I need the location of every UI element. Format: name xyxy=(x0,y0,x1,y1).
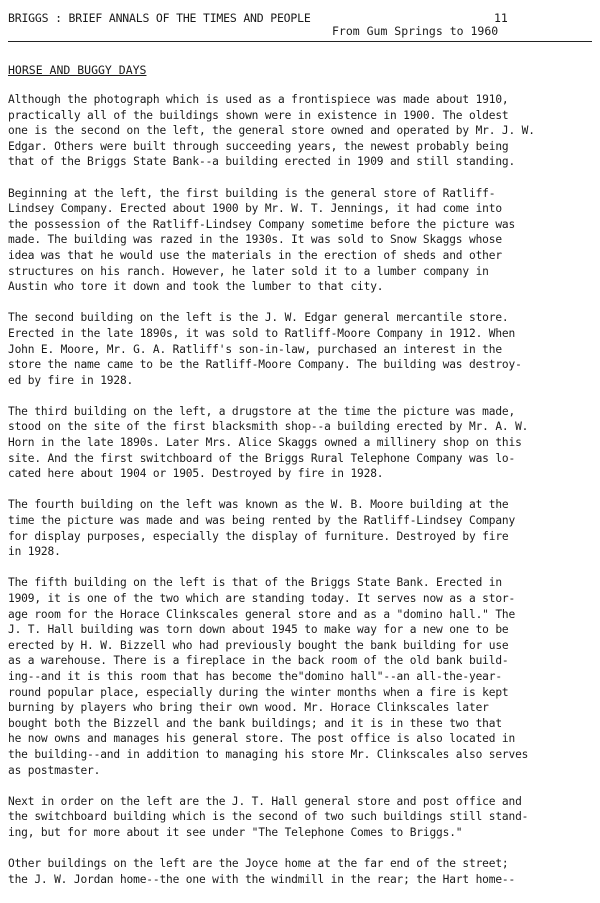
text-line: time the picture was made and was being rented by the Ratliff-Lindsey Company xyxy=(8,514,516,528)
text-line: Lindsey Company. Erected about 1900 by Mr. W. T. Jennings, it had come into xyxy=(8,202,502,216)
text-line: bought both the Bizzell and the bank buildings; and it is in these two that xyxy=(8,716,502,730)
text-line: for display purposes, especially the display of furniture. Destroyed by fire xyxy=(8,529,509,543)
text-line: The second building on the left is the J. W. Edgar general mercantile store. xyxy=(8,311,509,325)
text-line: ing--and it is this room that has become the"domino hall"--an all-the-year- xyxy=(8,669,502,683)
text-line: J. T. Hall building was torn down about 1945 to make way for a new one to be xyxy=(8,623,509,637)
text-line: the switchboard building which is the second of two such buildings still stand- xyxy=(8,810,529,824)
paragraph xyxy=(8,186,594,295)
text-line: Austin who tore it down and took the lumber to that city. xyxy=(8,280,384,294)
text-line: cated here about 1904 or 1905. Destroyed by fire in 1928. xyxy=(8,467,384,481)
text-line: the building--and in addition to managing his store Mr. Clinkscales also serves xyxy=(8,747,529,761)
text-line: 1909, it is one of the two which are standing today. It serves now as a stor- xyxy=(8,592,516,605)
text-line: erected by H. W. Bizzell who had previously bought the bank building for use xyxy=(8,638,509,652)
text-line: he now owns and manages his general store. The post office is also located in xyxy=(8,732,516,746)
paragraph xyxy=(8,794,594,841)
running-header-subtitle: From Gum Springs to 1960 xyxy=(332,24,499,38)
text-line: round popular place, especially during the winter months when a fire is kept xyxy=(8,685,509,699)
body-text xyxy=(8,92,594,903)
text-line: ed by fire in 1928. xyxy=(8,373,134,387)
text-line: in 1928. xyxy=(8,545,61,559)
text-line: the J. W. Jordan home--the one with the windmill in the rear; the Hart home-- xyxy=(8,872,516,886)
paragraph xyxy=(8,92,594,170)
text-line: structures on his ranch. However, he later sold it to a lumber company in xyxy=(8,264,489,278)
text-line: as a warehouse. There is a fireplace in the back room of the old bank build- xyxy=(8,654,509,668)
paragraph xyxy=(8,575,594,778)
text-line: as postmaster. xyxy=(8,763,101,777)
text-line: stood on the site of the first blacksmith shop--a building erected by Mr. A. W. xyxy=(8,420,529,434)
section-heading: HORSE AND BUGGY DAYS xyxy=(8,63,147,77)
text-line: made. The building was razed in the 1930s. It was sold to Snow Skaggs whose xyxy=(8,233,502,247)
text-line: The fourth building on the left was known as the W. B. Moore building at the xyxy=(8,498,509,512)
text-line: The fifth building on the left is that of the Briggs State Bank. Erected in xyxy=(8,576,502,590)
text-line: age room for the Horace Clinkscales general store and as a "domino hall." The xyxy=(8,607,516,621)
text-line: the possession of the Ratliff-Lindsey Company sometime before the picture was xyxy=(8,217,516,231)
text-line: ing, but for more about it see under "The Telephone Comes to Briggs." xyxy=(8,825,463,839)
text-line: Edgar. Others were built through succeeding years, the newest probably being xyxy=(8,139,509,153)
text-line: John E. Moore, Mr. G. A. Ratliff's son-in-law, purchased an interest in the xyxy=(8,342,502,356)
page-number: 11 xyxy=(494,11,508,25)
text-line: Erected in the late 1890s, it was sold to Ratliff-Moore Company in 1912. When xyxy=(8,326,516,340)
paragraph xyxy=(8,856,594,887)
header-rule xyxy=(8,41,592,42)
text-line: The third building on the left, a drugstore at the time the picture was made, xyxy=(8,404,516,418)
text-line: Next in order on the left are the J. T. Hall general store and post office and xyxy=(8,794,522,808)
text-line: Horn in the late 1890s. Later Mrs. Alice Skaggs owned a millinery shop on this xyxy=(8,436,522,450)
running-header-title: BRIGGS : BRIEF ANNALS OF THE TIMES AND PEOPLE xyxy=(8,11,311,25)
text-line: practically all of the buildings shown were in existence in 1900. The oldest xyxy=(8,108,509,122)
paragraph xyxy=(8,310,594,388)
text-line: site. And the first switchboard of the Briggs Rural Telephone Company was lo- xyxy=(8,451,516,465)
paragraph xyxy=(8,497,594,559)
text-line: that of the Briggs State Bank--a building erected in 1909 and still standing. xyxy=(8,155,516,169)
text-line: Other buildings on the left are the Joyce home at the far end of the street; xyxy=(8,857,509,871)
text-line: Beginning at the left, the first building is the general store of Ratliff- xyxy=(8,186,496,200)
text-line: one is the second on the left, the general store owned and operated by Mr. J. W. xyxy=(8,124,535,138)
text-line: idea was that he would use the materials in the erection of sheds and other xyxy=(8,248,502,262)
text-line: Although the photograph which is used as a frontispiece was made about 1910, xyxy=(8,93,509,106)
text-line: store the name came to be the Ratliff-Moore Company. The building was destroy- xyxy=(8,358,522,372)
text-line: burning by players who bring their own wood. Mr. Horace Clinkscales later xyxy=(8,701,489,715)
paragraph xyxy=(8,404,594,482)
